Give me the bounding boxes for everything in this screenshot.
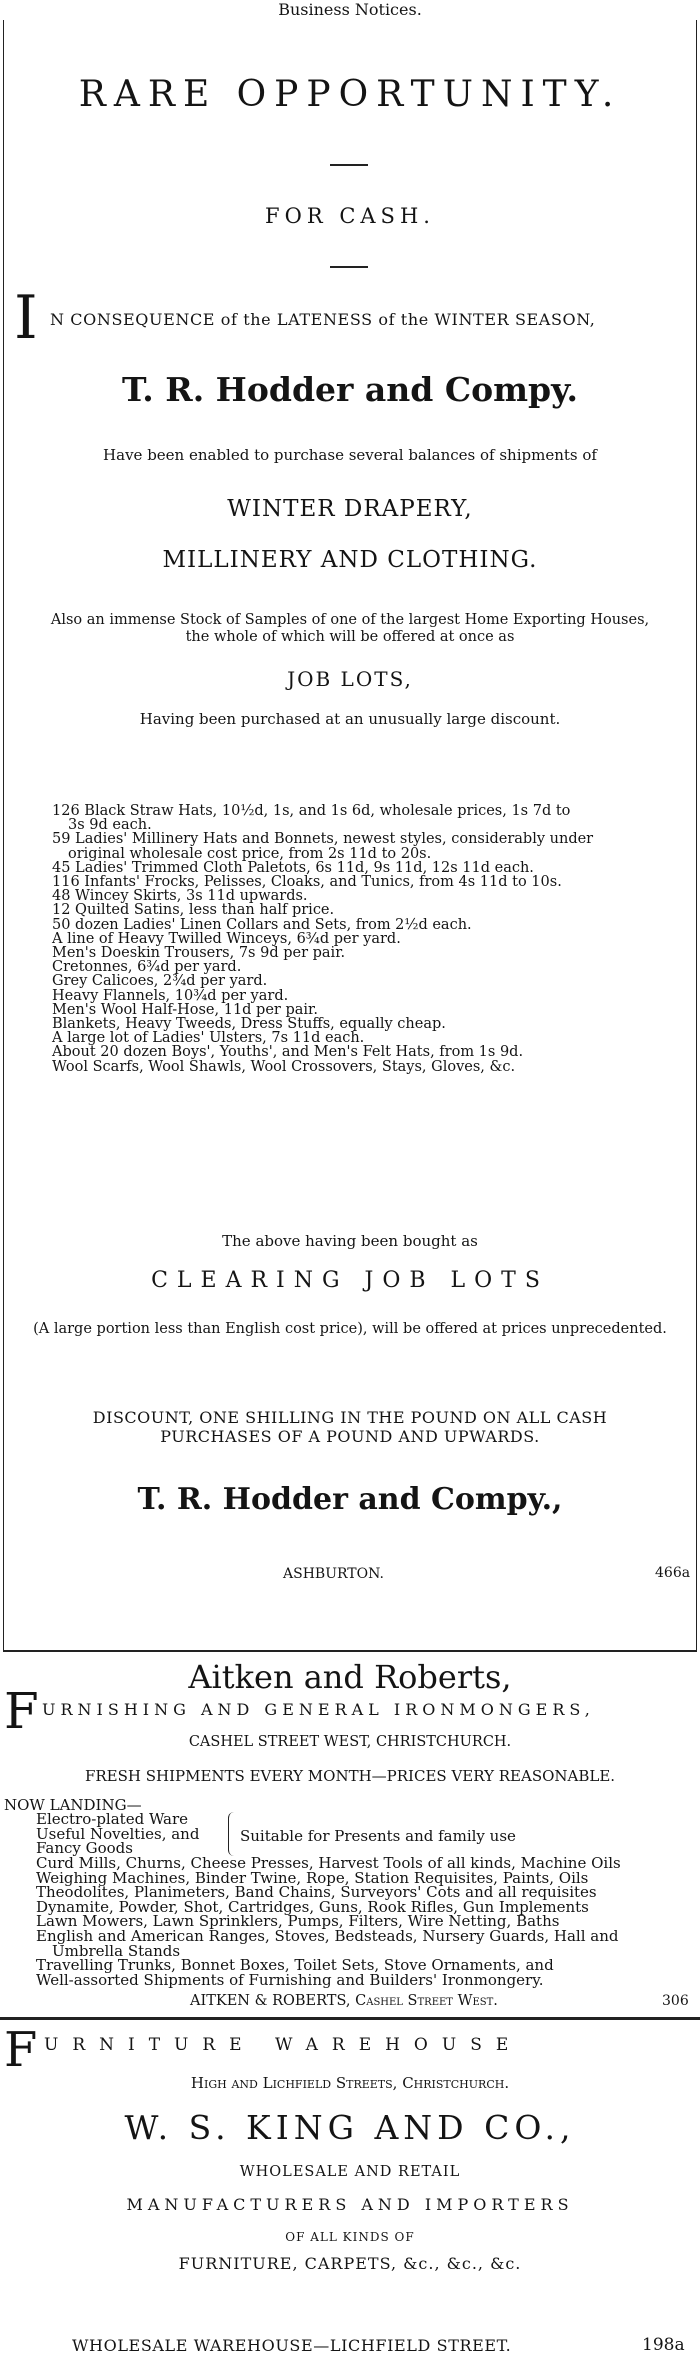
hodder-firm-name: T. R. Hodder and Compy. [122, 370, 578, 409]
hodder-town: ASHBURTON. [283, 1566, 384, 1582]
list-item: Men's Doeskin Trousers, 7s 9d per pair. [52, 945, 346, 962]
now-landing: NOW LANDING— [4, 1796, 142, 1814]
hodder-ref: 466a [655, 1565, 691, 1581]
list-item: 48 Wincey Skirts, 3s 11d upwards. [52, 888, 308, 905]
list-item: Weighing Machines, Binder Twine, Rope, Station Requisites, Paints, Oils [36, 1868, 589, 1887]
bought-line: The above having been bought as [222, 1232, 478, 1250]
aitken-dropcap: F [4, 1682, 39, 1740]
aitken-address: CASHEL STREET WEST, CHRISTCHURCH. [188, 1734, 512, 1750]
king-manufacturers: MANUFACTURERS AND IMPORTERS [126, 2195, 574, 2214]
list-item: Men's Wool Half-Hose, 11d per pair. [52, 1001, 318, 1018]
presents-note: Suitable for Presents and family use [240, 1827, 516, 1845]
list-item: Useful Novelties, and [36, 1824, 200, 1843]
list-item: Fancy Goods [36, 1839, 133, 1858]
list-item: Cretonnes, 6¾d per yard. [52, 959, 242, 976]
king-all-kinds: OF ALL KINDS OF [285, 2230, 415, 2244]
discount-line-2: PURCHASES OF A POUND AND UPWARDS. [160, 1427, 540, 1446]
section-rule [0, 2017, 700, 2020]
intro-line: N CONSEQUENCE of the LATENESS of the WINTER SEASON, [50, 310, 596, 329]
job-lots-line: JOB LOTS, [287, 667, 413, 691]
list-item: Lawn Mowers, Lawn Sprinklers, Pumps, Filters, Wire Netting, Baths [36, 1912, 560, 1931]
king-wholesale: WHOLESALE AND RETAIL [239, 2164, 461, 2180]
divider-rule [330, 164, 368, 166]
aitken-sign: AITKEN & ROBERTS, Cashel Street West. [190, 1993, 498, 2009]
list-item: A line of Heavy Twilled Winceys, 6¾d per yard. [52, 930, 401, 947]
presents-group [36, 1812, 199, 1856]
list-item: Curd Mills, Churns, Cheese Presses, Harvest Tools of all kinds, Machine Oils [36, 1854, 621, 1872]
aitken-trade: URNISHING AND GENERAL IRONMONGERS, [42, 1700, 595, 1719]
list-item: Travelling Trunks, Bonnet Boxes, Toilet Sets, Stove Ornaments, and [36, 1956, 554, 1975]
hodder-headline: RARE OPPORTUNITY. [78, 74, 622, 115]
purchased-line: Having been purchased at an unusually large discount. [139, 710, 561, 728]
list-item: 12 Quilted Satins, less than half price. [52, 902, 335, 919]
job-lots-list [52, 804, 593, 1074]
for-cash-line: FOR CASH. [265, 204, 435, 228]
enabled-line: Have been enabled to purchase several balances of shipments of [103, 446, 597, 464]
list-item: A large lot of Ladies' Ulsters, 7s 11d each. [52, 1030, 365, 1047]
section-header: Business Notices. [278, 0, 422, 19]
list-item: Theodolites, Planimeters, Band Chains, Surveyors' Cots and all requisites [36, 1883, 597, 1902]
ironmongery-list [36, 1856, 621, 1987]
list-item: 45 Ladies' Trimmed Cloth Paletots, 6s 11d, 9s 11d, 12s 11d each. [52, 859, 534, 876]
king-warehouse: WHOLESALE WAREHOUSE—LICHFIELD STREET. [72, 2336, 512, 2355]
list-item: 3s 9d each. [68, 817, 152, 834]
portion-line: (A large portion less than English cost price), will be offered at prices unprecedented. [33, 1321, 667, 1337]
king-firm-name: W. S. KING AND CO., [124, 2108, 576, 2147]
list-item: Heavy Flannels, 10¾d per yard. [52, 987, 289, 1004]
list-item: 126 Black Straw Hats, 10½d, 1s, and 1s 6d, wholesale prices, 1s 7d to [52, 803, 571, 819]
aitken-shipments: FRESH SHIPMENTS EVERY MONTH—PRICES VERY REASONABLE. [84, 1767, 616, 1785]
list-item: Electro-plated Ware [36, 1810, 189, 1828]
list-item: About 20 dozen Boys', Youths', and Men's Felt Hats, from 1s 9d. [52, 1044, 524, 1061]
goods-line-2: MILLINERY AND CLOTHING. [162, 547, 538, 573]
king-ref: 198a [642, 2335, 685, 2355]
list-item: Well-assorted Shipments of Furnishing and Builders' Ironmongery. [36, 1970, 544, 1989]
king-dropcap: F [4, 2022, 38, 2078]
discount-line-1: DISCOUNT, ONE SHILLING IN THE POUND ON ALL CASH [92, 1408, 608, 1427]
also-line-1: Also an immense Stock of Samples of one of the largest Home Exporting Houses, [50, 612, 650, 628]
list-item: 59 Ladies' Millinery Hats and Bonnets, newest styles, considerably under [52, 831, 594, 848]
also-line-2: the whole of which will be offered at once as [185, 629, 515, 645]
clearing-line: CLEARING JOB LOTS [151, 1268, 549, 1293]
list-item: Umbrella Stands [52, 1941, 181, 1960]
list-item: 116 Infants' Frocks, Pelisses, Cloaks, and Tunics, from 4s 11d to 10s. [52, 874, 562, 891]
list-item: Dynamite, Powder, Shot, Cartridges, Guns, Rook Rifles, Gun Implements [36, 1897, 589, 1916]
list-item: 50 dozen Ladies' Linen Collars and Sets, from 2½d each. [52, 916, 472, 933]
hodder-firm-name-2: T. R. Hodder and Compy., [137, 1482, 563, 1517]
list-item: Blankets, Heavy Tweeds, Dress Stuffs, equally cheap. [52, 1016, 446, 1033]
brace-icon [228, 1812, 239, 1856]
list-item: Grey Calicoes, 2¾d per yard. [52, 973, 268, 990]
hodder-dropcap: I [14, 283, 38, 353]
king-goods: FURNITURE, CARPETS, &c., &c., &c. [178, 2254, 522, 2273]
aitken-ref: 306 [662, 1993, 689, 2009]
king-address: High and Lichfield Streets, Christchurch. [190, 2074, 510, 2092]
goods-line-1: WINTER DRAPERY, [227, 496, 473, 522]
list-item: Wool Scarfs, Wool Shawls, Wool Crossovers, Stays, Gloves, &c. [52, 1058, 516, 1075]
divider-rule [330, 266, 368, 268]
list-item: original wholesale cost price, from 2s 11d to 20s. [68, 845, 432, 862]
aitken-firm-name: Aitken and Roberts, [188, 1658, 512, 1696]
king-heading: URNITURE WAREHOUSE [44, 2035, 523, 2055]
list-item: English and American Ranges, Stoves, Bedsteads, Nursery Guards, Hall and [36, 1926, 619, 1945]
